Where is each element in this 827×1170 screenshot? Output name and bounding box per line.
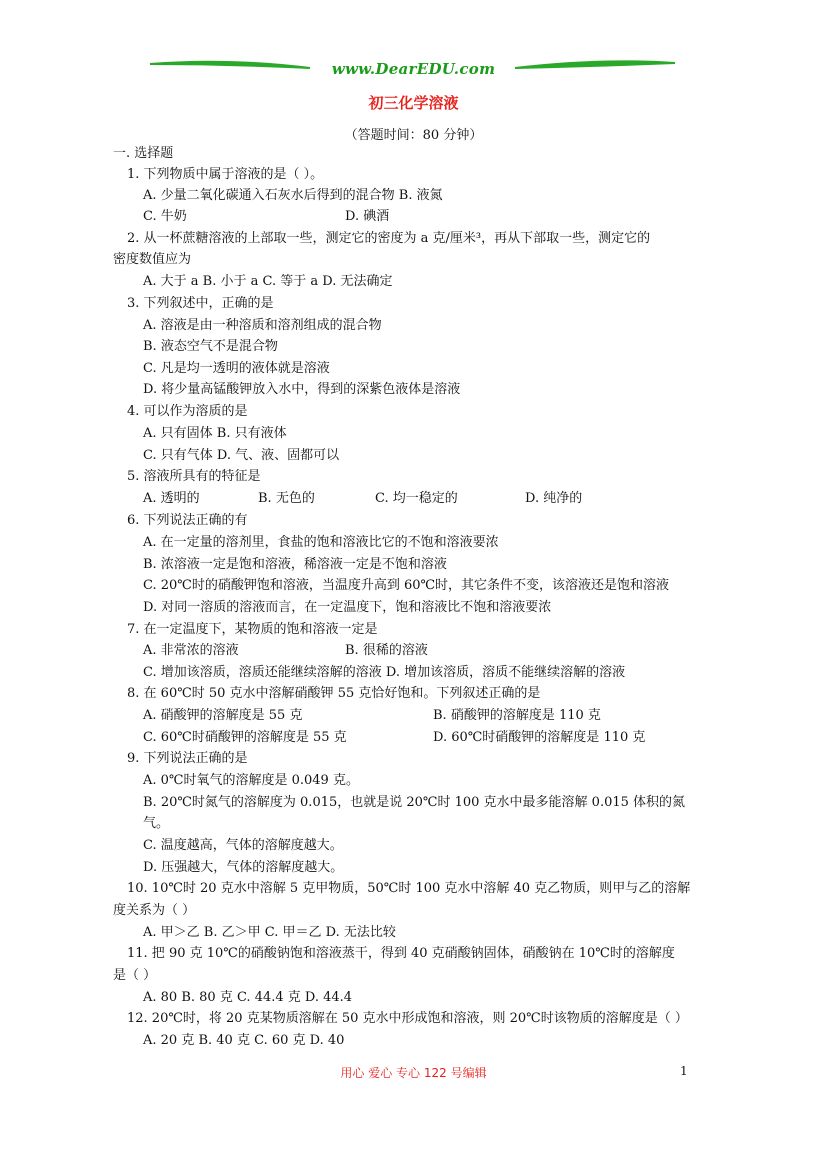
page-number: 1 — [680, 1064, 688, 1078]
question-text: 9. 下列说法正确的是 — [127, 751, 248, 766]
option-text: C. 均一稳定的 — [375, 491, 458, 506]
option-text: C. 温度越高，气体的溶解度越大。 — [143, 838, 343, 853]
document-subtitle: （答题时间：80 分钟） — [344, 128, 483, 143]
document-title: 初三化学溶液 — [368, 94, 459, 112]
option-text: A. 80 B. 80 克 C. 44.4 克 D. 44.4 — [143, 990, 353, 1005]
option-text: B. 液态空气不是混合物 — [143, 339, 278, 354]
option-text: B. 很稀的溶液 — [345, 643, 428, 658]
question-text: 7. 在一定温度下，某物质的饱和溶液一定是 — [127, 622, 378, 637]
option-text: 气。 — [143, 816, 170, 831]
option-text: A. 透明的 — [143, 491, 200, 506]
option-text: A. 甲＞乙 B. 乙＞甲 C. 甲＝乙 D. 无法比较 — [143, 925, 396, 940]
option-text: A. 只有固体 B. 只有液体 — [143, 426, 287, 441]
option-text: B. 20℃时氮气的溶解度为 0.015，也就是说 20℃时 100 克水中最多能溶解 0.015 体积的氮 — [143, 795, 686, 810]
option-text: B. 无色的 — [258, 491, 315, 506]
option-text: C. 60℃时硝酸钾的溶解度是 55 克 — [143, 730, 347, 745]
section-heading: 一. 选择题 — [113, 146, 174, 161]
option-text: A. 大于 a B. 小于 a C. 等于 a D. 无法确定 — [143, 274, 393, 289]
site-logo: www.DearEDU.com — [331, 60, 496, 78]
question-text: 6. 下列说法正确的有 — [127, 513, 248, 528]
option-text: D. 纯净的 — [525, 491, 583, 506]
question-text: 12. 20℃时，将 20 克某物质溶解在 50 克水中形成饱和溶液，则 20℃时该物质的溶解度是（ ） — [127, 1011, 688, 1026]
option-text: A. 硝酸钾的溶解度是 55 克 — [143, 708, 303, 723]
option-text: C. 凡是均一透明的液体就是溶液 — [143, 361, 330, 376]
option-text: D. 对同一溶质的溶液而言，在一定温度下，饱和溶液比不饱和溶液要浓 — [143, 600, 552, 615]
question-text: 2. 从一杯蔗糖溶液的上部取一些，测定它的密度为 a 克/厘米³，再从下部取一些，测定它的 — [127, 231, 651, 246]
question-continuation: 密度数值应为 — [113, 252, 192, 267]
option-text: C. 只有气体 D. 气、液、固都可以 — [143, 448, 340, 463]
question-text: 8. 在 60℃时 50 克水中溶解硝酸钾 55 克恰好饱和。下列叙述正确的是 — [127, 686, 541, 701]
option-text: A. 20 克 B. 40 克 C. 60 克 D. 40 — [143, 1033, 345, 1048]
footer-text: 用心 爱心 专心 122 号编辑 — [340, 1066, 487, 1080]
option-text: D. 60℃时硝酸钾的溶解度是 110 克 — [433, 730, 646, 745]
option-text: C. 增加该溶质，溶质还能继续溶解的溶液 D. 增加该溶质，溶质不能继续溶解的溶液 — [143, 665, 626, 680]
question-text: 1. 下列物质中属于溶液的是（ ）。 — [127, 167, 324, 182]
option-text: D. 将少量高锰酸钾放入水中，得到的深紫色液体是溶液 — [143, 382, 461, 397]
question-continuation: 度关系为（ ） — [113, 903, 196, 918]
option-text: A. 0℃时氧气的溶解度是 0.049 克。 — [143, 773, 359, 788]
option-text: B. 浓溶液一定是饱和溶液，稀溶液一定是不饱和溶液 — [143, 557, 447, 572]
question-text: 4. 可以作为溶质的是 — [127, 404, 248, 419]
option-text: B. 硝酸钾的溶解度是 110 克 — [433, 708, 601, 723]
option-text: D. 碘酒 — [345, 209, 390, 224]
question-text: 10. 10℃时 20 克水中溶解 5 克甲物质，50℃时 100 克水中溶解 40 克乙物质，则甲与乙的溶解 — [127, 881, 691, 896]
question-text: 3. 下列叙述中，正确的是 — [127, 296, 274, 311]
option-text: A. 非常浓的溶液 — [143, 643, 239, 658]
option-text: C. 牛奶 — [143, 209, 187, 224]
option-text: A. 溶液是由一种溶质和溶剂组成的混合物 — [143, 318, 382, 333]
question-text: 11. 把 90 克 10℃的硝酸钠饱和溶液蒸干，得到 40 克硝酸钠固体，硝酸钠在 10℃时的溶解度 — [127, 946, 675, 961]
option-text: C. 20℃时的硝酸钾饱和溶液，当温度升高到 60℃时，其它条件不变，该溶液还是饱和溶液 — [143, 578, 670, 593]
option-text: A. 在一定量的溶剂里，食盐的饱和溶液比它的不饱和溶液要浓 — [143, 535, 499, 550]
question-text: 5. 溶液所具有的特征是 — [127, 469, 261, 484]
option-text: D. 压强越大，气体的溶解度越大。 — [143, 860, 344, 875]
question-continuation: 是（ ） — [113, 968, 157, 983]
option-text: A. 少量二氧化碳通入石灰水后得到的混合物 B. 液氮 — [143, 188, 443, 203]
